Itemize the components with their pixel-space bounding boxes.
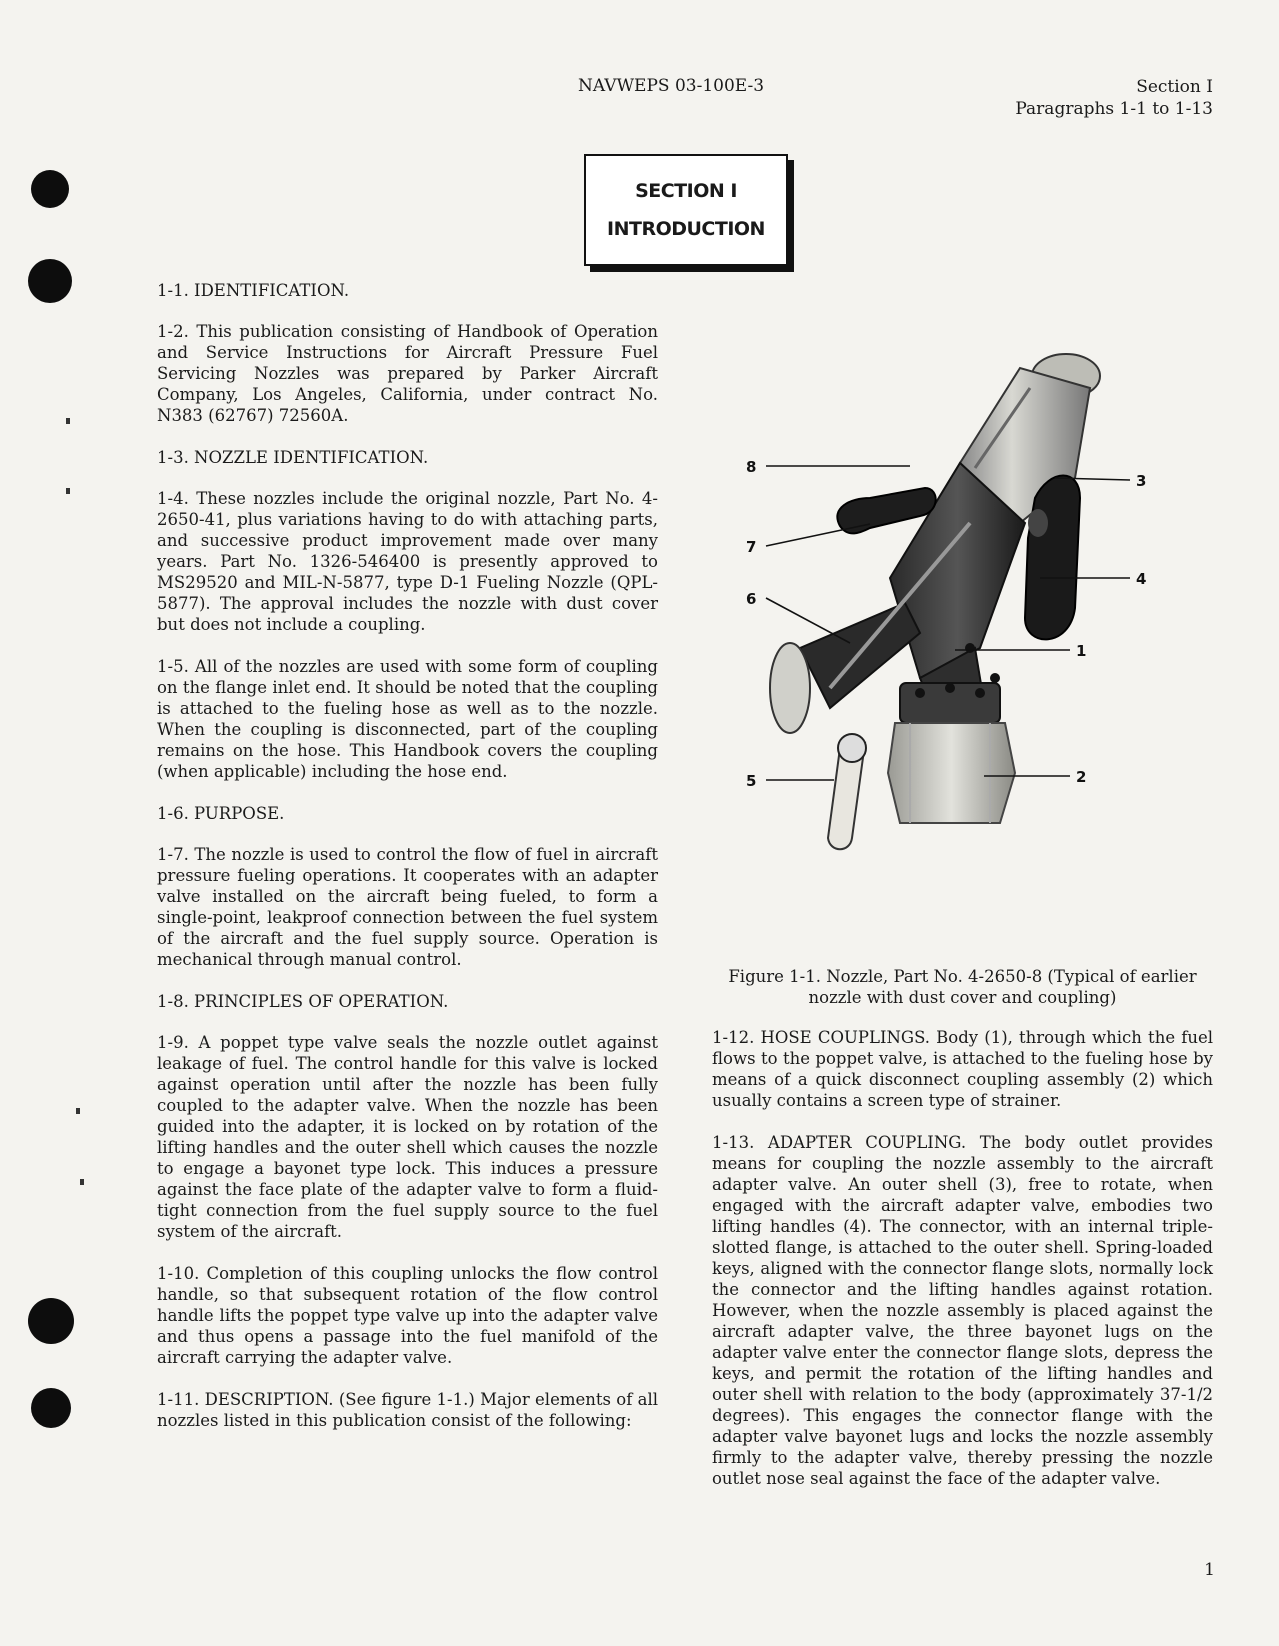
scan-mark: [66, 418, 70, 424]
binder-hole-lower: [28, 1298, 74, 1344]
paragraph: 1-12. HOSE COUPLINGS. Body (1), through which the fuel flows to the poppet valve, is attached to the fueling hose by means of a quick disconnect coupling assembly (2) which usually contains a screen type of strainer.: [712, 1028, 1213, 1110]
section-title-box: [584, 154, 788, 266]
callout-1: 1: [1076, 642, 1087, 660]
callout-5: 5: [746, 772, 757, 790]
scan-mark: [80, 1179, 84, 1185]
document-number: NAVWEPS 03-100E-3: [578, 76, 765, 96]
callout-8: 8: [746, 458, 757, 476]
left-text-column: [157, 280, 658, 1452]
right-text-column: [712, 1027, 1213, 1510]
paragraph: 1-5. All of the nozzles are used with some form of coupling on the flange inlet end. It should be noted that the coupling is attached to the fueling hose as well as to the nozzle. When the coupling is disconnected, part of the coupling remains on the hose. This Handbook covers the coupling (when applicable) including the hose end.: [157, 657, 658, 781]
paragraph: 1-2. This publication consisting of Handbook of Operation and Service Instructions for Aircraft Pressure Fuel Servicing Nozzles was prepared by Parker Aircraft Company, Los Angeles, California, under contract No. N383 (62767) 72560A.: [157, 322, 658, 425]
figure-caption: Figure 1-1. Nozzle, Part No. 4-2650-8 (Typical of earlier nozzle with dust cover and coupling): [728, 967, 1197, 1007]
paragraph: 1-10. Completion of this coupling unlocks the flow control handle, so that subsequent rotation of the flow control handle lifts the poppet type valve up into the adapter valve and thus opens a passage into the fuel manifold of the aircraft carrying the adapter valve.: [157, 1264, 658, 1367]
nozzle-figure: [746, 348, 1190, 918]
paragraph: 1-4. These nozzles include the original nozzle, Part No. 4-2650-41, plus variations having to do with attaching parts, and successive product improvement made over many years. Part No. 1326-546400 is presently approved to MS29520 and MIL-N-5877, type D-1 Fueling Nozzle (QPL-5877). The approval includes the nozzle with dust cover but does not include a coupling.: [157, 489, 658, 634]
scan-mark: [66, 488, 70, 494]
paragraph-heading: 1-1. IDENTIFICATION.: [157, 281, 350, 300]
scan-mark: [76, 1108, 80, 1114]
paragraph: 1-13. ADAPTER COUPLING. The body outlet provides means for coupling the nozzle assembly to the aircraft adapter valve. An outer shell (3), free to rotate, when engaged with the aircraft adapter valve, embodies two lifting handles (4). The connector, with an internal triple-slotted flange, is attached to the outer shell. Spring-loaded keys, aligned with the connector flange slots, normally lock the connector and the lifting handles against rotation. However, when the nozzle assembly is placed against the aircraft adapter valve, the three bayonet lugs on the adapter valve enter the connector flange slots, depress the keys, and permit the rotation of the lifting handles and outer shell with relation to the body (approximately 37-1/2 degrees). This engages the connector flange with the adapter valve bayonet lugs and locks the nozzle assembly firmly to the adapter valve, thereby pressing the nozzle outlet nose seal against the face of the adapter valve.: [712, 1133, 1213, 1488]
section-subtitle: INTRODUCTION: [607, 218, 765, 240]
section-label: Section I: [1136, 77, 1213, 97]
callout-2: 2: [1076, 768, 1087, 786]
page-number: 1: [1204, 1560, 1215, 1580]
binder-hole-top: [31, 170, 69, 208]
paragraph-heading: 1-6. PURPOSE.: [157, 804, 285, 823]
callout-6: 6: [746, 590, 757, 608]
section-reference: [1015, 76, 1213, 120]
paragraph: 1-7. The nozzle is used to control the flow of fuel in aircraft pressure fueling operations. It cooperates with an adapter valve installed on the aircraft being fueled, to form a single-point, leakproof connection between the fuel system of the aircraft and the fuel supply source. Operation is mechanical through manual control.: [157, 845, 658, 969]
callout-4: 4: [1136, 570, 1147, 588]
callout-3: 3: [1136, 472, 1147, 490]
binder-hole-bottom: [31, 1388, 71, 1428]
section-title: SECTION I: [635, 180, 737, 202]
paragraph-heading: 1-3. NOZZLE IDENTIFICATION.: [157, 448, 429, 467]
callout-7: 7: [746, 538, 757, 556]
paragraph-range: Paragraphs 1-1 to 1-13: [1015, 99, 1213, 119]
nozzle-illustration: [770, 354, 1100, 849]
paragraph-heading: 1-8. PRINCIPLES OF OPERATION.: [157, 992, 449, 1011]
paragraph: 1-9. A poppet type valve seals the nozzle outlet against leakage of fuel. The control handle for this valve is locked against operation until after the nozzle has been fully coupled to the adapter valve. When the nozzle has been guided into the adapter, it is locked on by rotation of the lifting handles and the outer shell which causes the nozzle to engage a bayonet type lock. This induces a pressure against the face plate of the adapter valve to form a fluid-tight connection from the fuel supply source to the fuel system of the aircraft.: [157, 1033, 658, 1241]
binder-hole-upper: [28, 259, 72, 303]
paragraph: 1-11. DESCRIPTION. (See figure 1-1.) Major elements of all nozzles listed in this publication consist of the following:: [157, 1390, 658, 1430]
